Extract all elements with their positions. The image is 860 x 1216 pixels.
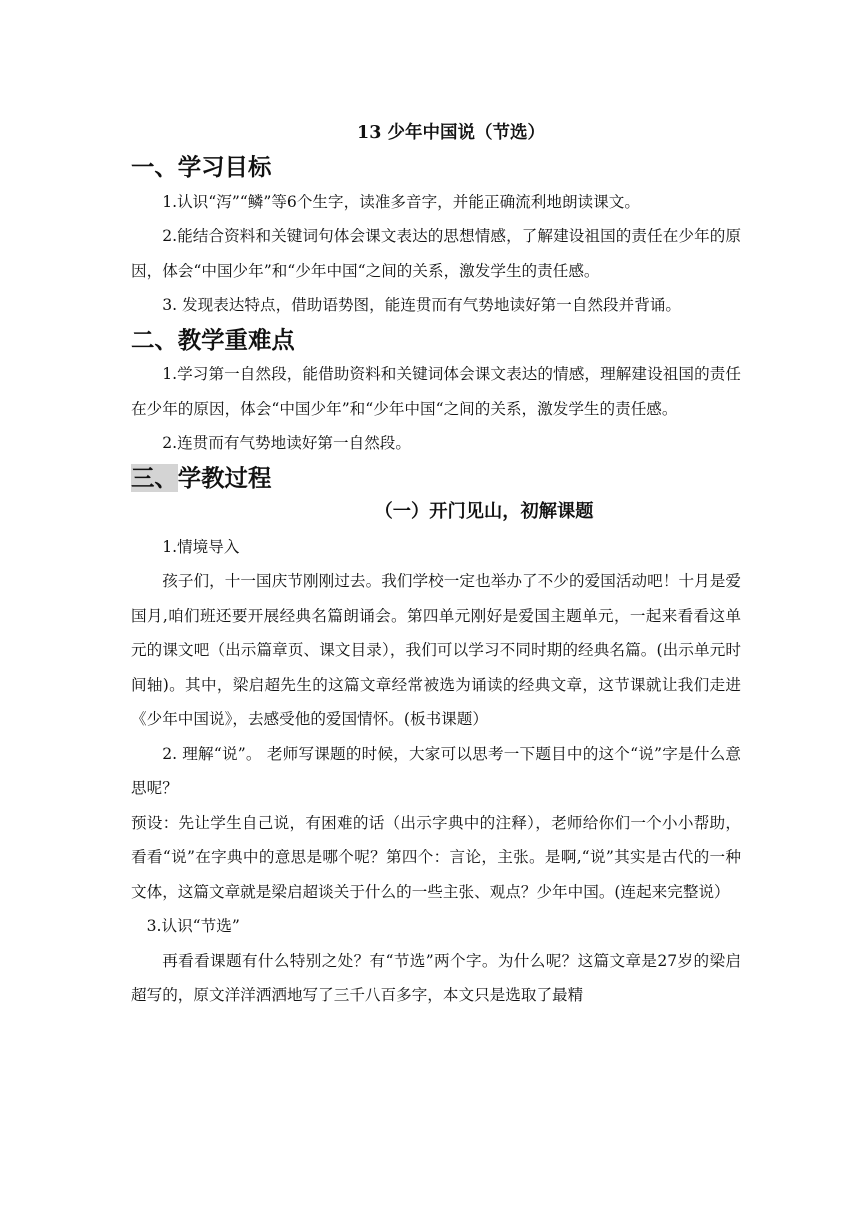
step-1-label: 1.情境导入 <box>162 537 240 556</box>
section-heading-process <box>131 461 741 496</box>
step-2-text: 2. 理解“说”。 老师写课题的时候，大家可以思考一下题目中的这个“说”字是什么意思呢？ <box>131 744 741 797</box>
goal-item-3: 3. 发现表达特点，借助语势图，能连贯而有气势地读好第一自然段并背诵。 <box>162 296 682 314</box>
goal-item-1: 1.认识“泻”“鳞”等6个生字，读准多音字，并能正确流利地朗读课文。 <box>162 192 640 211</box>
step-1-text: 孩子们，十一国庆节刚刚过去。我们学校一定也举办了不少的爱国活动吧！十月是爱国月,咱们班还要开展经典名篇朗诵会。第四单元刚好是爱国主题单元，一起来看看这单元的课文吧（出示篇章页、课文目录），我们可以学习不同时期的经典名篇。(出示单元时间轴)。其中，梁启超先生的这篇文章经常被选为诵读的经典文章，这节课就让我们走进《少年中国说》，去感受他的爱国情怀。(板书课题） <box>131 572 741 728</box>
section-heading-keypoints: 二、教学重难点 <box>131 325 295 354</box>
goal-item-2: 2.能结合资料和关键词句体会课文表达的思想情感，了解建设祖国的责任在少年的原因，体会“中国少年”和“少年中国“之间的关系，激发学生的责任感。 <box>131 227 741 280</box>
preset-text: 预设：先让学生自己说，有困难的话（出示字典中的注释），老师给你们一个小小帮助，看看“说”在字典中的意思是哪个呢？第四个：言论，主张。是啊,“说”其实是古代的一种文体，这篇文章就是梁启超谈关于什么的一些主张、观点？少年中国。(连起来完整说） <box>131 813 741 901</box>
heading-highlight: 三、 <box>131 463 178 492</box>
document-body <box>131 116 741 1013</box>
step-3-label: 3.认识“节选” <box>146 917 240 935</box>
subsection-heading: （一）开门见山，初解课题 <box>374 501 594 522</box>
heading-text: 学教过程 <box>177 463 272 492</box>
keypoint-item-2: 2.连贯而有气势地读好第一自然段。 <box>162 434 411 452</box>
page-title: 13 少年中国说（节选） <box>357 123 545 143</box>
section-heading-goals: 一、学习目标 <box>131 153 272 181</box>
step-3-text: 再看看课题有什么特别之处？有“节选”两个字。为什么呢？这篇文章是27岁的梁启超写的，原文洋洋洒洒地写了三千八百多字，本文只是选取了最精 <box>131 951 741 1004</box>
keypoint-item-1: 1.学习第一自然段，能借助资料和关键词体会课文表达的情感，理解建设祖国的责任在少年的原因，体会“中国少年”和“少年中国“之间的关系，激发学生的责任感。 <box>131 365 741 418</box>
